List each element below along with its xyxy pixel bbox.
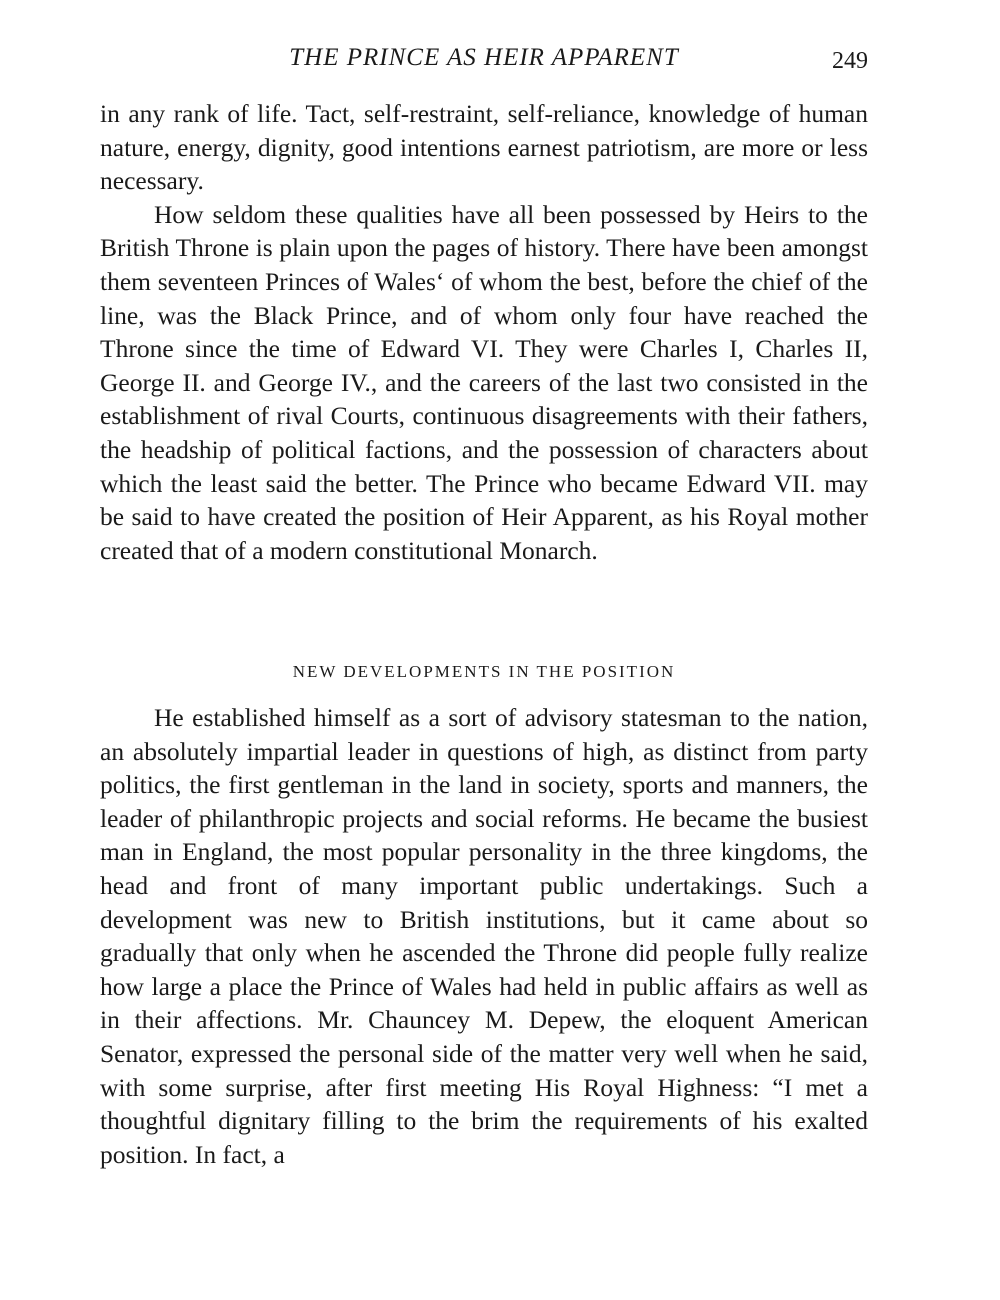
body-text-top xyxy=(100,97,868,567)
body-text-section xyxy=(100,701,868,1171)
section-heading: NEW DEVELOPMENTS IN THE POSITION xyxy=(292,662,676,681)
running-head xyxy=(100,44,868,78)
paragraph: He established himself as a sort of advisory statesman to the nation, an absolutely impartial leader in questions of high, as distinct from party politics, the first gentleman in the land in society, sports and manners, the leader of philanthropic projects and social reforms. He became the busiest man in England, the most popular personality in the three kingdoms, the head and front of many important public undertakings. Such a development was new to British institutions, but it came about so gradually that only when he ascended the Throne did people fully realize how large a place the Prince of Wales had held in public affairs as well as in their affections. Mr. Chauncey M. Depew, the eloquent American Senator, expressed the personal side of the matter very well when he said, with some surprise, after first meeting His Royal Highness: “I met a thoughtful dignitary filling to the brim the requirements of his exalted position. In fact, a xyxy=(100,703,868,1169)
running-title: THE PRINCE AS HEIR APPARENT xyxy=(289,44,679,71)
paragraph-continuation: in any rank of life. Tact, self-restraint, self-reliance, knowledge of human nature, energy, dignity, good intentions earnest patriotism, are more or less necessary. xyxy=(100,99,868,196)
page-number: 249 xyxy=(832,48,868,74)
paragraph: How seldom these qualities have all been possessed by Heirs to the British Throne is plain upon the pages of history. There have been amongst them seventeen Princes of Wales‘ of whom the best, before the chief of the line, was the Black Prince, and of whom only four have reached the Throne since the time of Edward VI. They were Charles I, Charles II, George II. and George IV., and the careers of the last two consisted in the establishment of rival Courts, continuous disagreements with their fathers, the headship of political factions, and the possession of characters about which the least said the better. The Prince who became Edward VII. may be said to have created the position of Heir Apparent, as his Royal mother created that of a modern constitutional Monarch. xyxy=(100,199,868,565)
